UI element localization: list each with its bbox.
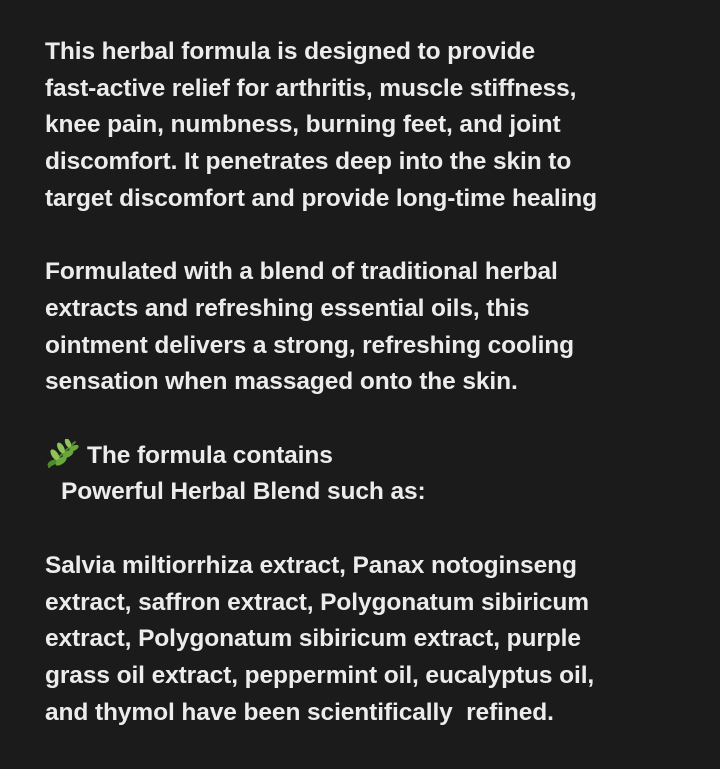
text-line: discomfort. It penetrates deep into the skin to [45,148,572,176]
text-line: This herbal formula is designed to provide [45,38,535,65]
text-line: ointment delivers a strong, refreshing cooling [45,331,575,359]
text-line: target discomfort and provide long-time healing [45,184,598,212]
text-line: grass oil extract, peppermint oil, eucalyptus oil, [45,661,595,689]
formula-heading-text: The formula contains [87,441,333,469]
text-line: fast-active relief for arthritis, muscle stiffness, [45,74,577,102]
paragraph-gap [45,511,680,548]
text-line: Salvia miltiorrhiza extract, Panax notoginseng [45,551,577,579]
text-line: extract, Polygonatum sibiricum extract, purple [45,625,581,653]
text-line: extracts and refreshing essential oils, this [45,294,530,322]
text-line: sensation when massaged onto the skin. [45,368,518,396]
text-line: knee pain, numbness, burning feet, and joint [45,111,561,139]
text-line: Formulated with a blend of traditional herbal [45,258,558,286]
paragraph-ingredients [45,548,680,732]
paragraph-formula-heading [45,438,680,511]
text-line: and thymol have been scientifically refined. [45,698,554,726]
text-line: Powerful Herbal Blend such as: [61,478,426,506]
paragraph-gap [45,401,680,438]
text-line: extract, saffron extract, Polygonatum sibiricum [45,588,589,616]
heading-line [45,438,680,475]
paragraph-formulation [45,254,680,401]
paragraph-gap [45,218,680,255]
herb-leaf-icon [45,439,79,469]
paragraph-intro [45,34,680,218]
